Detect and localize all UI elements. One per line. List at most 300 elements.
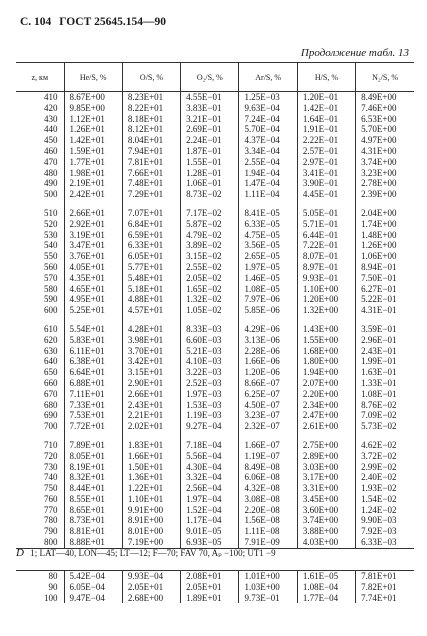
value-cell: 1.11E−08 — [239, 526, 297, 537]
table-row — [16, 582, 414, 593]
value-cell: 1.08E−01 — [356, 389, 414, 400]
value-cell: 1.97E−03 — [181, 389, 239, 400]
value-cell: 8.33E−03 — [181, 324, 239, 335]
value-cell: 1.77E+01 — [64, 157, 122, 168]
table-row — [16, 378, 414, 389]
altitude-cell: 610 — [44, 323, 58, 334]
value-cell: 4.55E−01 — [181, 92, 239, 103]
group-spacer — [16, 316, 414, 324]
value-cell: 1.11E−04 — [239, 189, 297, 200]
value-cell: 9.93E−04 — [122, 571, 180, 582]
page-header — [20, 16, 171, 28]
value-cell: 7.07E+01 — [122, 208, 180, 219]
value-cell: 1.98E+01 — [64, 168, 122, 179]
column-header-he: He/S, % — [64, 63, 122, 92]
altitude-cell: 560 — [44, 261, 58, 272]
value-cell: 6.59E+01 — [122, 230, 180, 241]
value-cell: 6.33E−05 — [239, 219, 297, 230]
altitude-cell: 460 — [44, 145, 58, 156]
value-cell: 9.85E+00 — [64, 103, 122, 114]
value-cell: 7.18E−04 — [181, 440, 239, 451]
value-cell: 9.91E+00 — [122, 505, 180, 516]
value-cell: 1.28E−01 — [181, 168, 239, 179]
value-cell: 3.74E+00 — [297, 515, 355, 526]
value-cell: 6.64E+01 — [64, 367, 122, 378]
value-cell: 1.43E+00 — [297, 324, 355, 335]
value-cell: 4.28E+01 — [122, 324, 180, 335]
value-cell: 5.56E−04 — [181, 451, 239, 462]
value-cell: 2.55E−04 — [239, 157, 297, 168]
table-row — [16, 526, 414, 537]
table-row — [16, 103, 414, 114]
table-row — [16, 356, 414, 367]
value-cell: 6.93E−05 — [181, 537, 239, 548]
value-cell: 4.03E+00 — [297, 537, 355, 548]
altitude-cell: 510 — [44, 207, 58, 218]
altitude-cell: 650 — [44, 367, 58, 378]
value-cell: 5.05E−01 — [297, 208, 355, 219]
value-cell: 2.75E+00 — [297, 440, 355, 451]
altitude-cell: 790 — [44, 526, 58, 537]
value-cell: 2.28E−06 — [239, 346, 297, 357]
value-cell: 3.88E+00 — [297, 526, 355, 537]
value-cell: 2.07E+00 — [297, 378, 355, 389]
value-cell: 7.81E+01 — [356, 571, 414, 582]
value-cell: 1.97E−05 — [239, 262, 297, 273]
value-cell: 1.36E+01 — [122, 472, 180, 483]
value-cell: 5.18E+01 — [122, 284, 180, 295]
value-cell: 7.11E+01 — [64, 389, 122, 400]
table-row — [16, 440, 414, 451]
value-cell: 8.41E−05 — [239, 208, 297, 219]
value-cell: 1.65E−02 — [181, 284, 239, 295]
value-cell: 6.27E−01 — [356, 284, 414, 295]
value-cell: 7.46E+00 — [356, 103, 414, 114]
value-cell: 7.33E+01 — [64, 400, 122, 411]
value-cell: 1.55E−01 — [181, 157, 239, 168]
value-cell: 5.21E−03 — [181, 346, 239, 357]
value-cell: 1.03E+00 — [239, 582, 297, 593]
table-row — [16, 219, 414, 230]
value-cell: 3.03E+00 — [297, 462, 355, 473]
altitude-cell: 440 — [44, 124, 58, 135]
table-row — [16, 157, 414, 168]
value-cell: 1.89E+01 — [181, 593, 239, 604]
value-cell: 5.87E−02 — [181, 219, 239, 230]
value-cell: 8.91E+00 — [122, 515, 180, 526]
column-header-altitude: z, км — [16, 63, 64, 92]
value-cell: 4.65E+01 — [64, 284, 122, 295]
value-cell: 1.54E−02 — [356, 494, 414, 505]
value-cell: 2.47E+00 — [297, 410, 355, 421]
altitude-cell: 620 — [44, 334, 58, 345]
value-cell: 2.40E−02 — [356, 472, 414, 483]
altitude-cell: 540 — [44, 240, 58, 251]
value-cell: 3.34E−04 — [239, 146, 297, 157]
table-row — [16, 284, 414, 295]
table-row — [16, 178, 414, 189]
altitude-cell: 580 — [44, 283, 58, 294]
altitude-cell: 740 — [44, 472, 58, 483]
value-cell: 2.19E+01 — [64, 178, 122, 189]
altitude-cell: 690 — [44, 410, 58, 421]
value-cell: 9.93E−01 — [297, 273, 355, 284]
value-cell: 4.05E+01 — [64, 262, 122, 273]
value-cell: 1.42E−01 — [297, 103, 355, 114]
altitude-cell: 670 — [44, 388, 58, 399]
table-row — [16, 294, 414, 305]
value-cell: 8.81E+01 — [64, 526, 122, 537]
condition-parameters: 1; LAT—40, LON—45; LT—12; F—70; FAV 70, Aₚ −100; UT1 −9 — [30, 548, 276, 558]
altitude-cell: 800 — [16, 537, 64, 548]
value-cell: 5.70E−04 — [239, 124, 297, 135]
value-cell: 8.97E−01 — [297, 262, 355, 273]
value-cell: 7.22E−01 — [297, 240, 355, 251]
value-cell: 4.31E+00 — [356, 146, 414, 157]
value-cell: 7.29E+01 — [122, 189, 180, 200]
altitude-cell: 410 — [44, 92, 58, 102]
table-row — [16, 505, 414, 516]
value-cell: 2.66E+01 — [122, 389, 180, 400]
value-cell: 2.05E−02 — [181, 273, 239, 284]
value-cell: 8.23E+01 — [122, 92, 180, 103]
value-cell: 7.97E−06 — [239, 294, 297, 305]
value-cell: 5.42E−04 — [64, 571, 122, 582]
value-cell: 2.02E+01 — [122, 421, 180, 432]
table-row — [16, 146, 414, 157]
altitude-cell: 730 — [44, 461, 58, 472]
value-cell: 1.52E−04 — [181, 505, 239, 516]
value-cell: 9.63E−04 — [239, 103, 297, 114]
value-cell: 1.66E−07 — [239, 440, 297, 451]
condition-label: D — [16, 547, 24, 559]
value-cell: 6.06E−08 — [239, 472, 297, 483]
value-cell: 1.47E−04 — [239, 178, 297, 189]
value-cell: 1.20E−01 — [297, 92, 355, 103]
value-cell: 3.90E−01 — [297, 178, 355, 189]
altitude-cell: 470 — [44, 156, 58, 167]
altitude-cell: 660 — [44, 377, 58, 388]
value-cell: 5.70E+00 — [356, 124, 414, 135]
value-cell: 3.56E−05 — [239, 240, 297, 251]
value-cell: 1.97E−04 — [181, 494, 239, 505]
value-cell: 3.23E−07 — [239, 410, 297, 421]
table-row — [16, 208, 414, 219]
value-cell: 7.82E+01 — [356, 582, 414, 593]
value-cell: 3.59E−01 — [356, 324, 414, 335]
value-cell: 2.34E+00 — [297, 400, 355, 411]
value-cell: 2.08E+01 — [181, 571, 239, 582]
table-row — [16, 251, 414, 262]
altitude-cell: 570 — [44, 272, 58, 283]
value-cell: 3.17E+00 — [297, 472, 355, 483]
value-cell: 2.90E+01 — [122, 378, 180, 389]
altitude-cell: 450 — [44, 135, 58, 146]
value-cell: 8.49E−08 — [239, 462, 297, 473]
value-cell: 5.77E+01 — [122, 262, 180, 273]
value-cell: 1.26E+01 — [64, 124, 122, 135]
value-cell: 1.20E+00 — [297, 294, 355, 305]
altitude-cell: 710 — [44, 439, 58, 450]
value-cell: 2.22E−01 — [297, 135, 355, 146]
value-cell: 1.91E−01 — [297, 124, 355, 135]
column-header-o: O/S, % — [122, 63, 180, 92]
value-cell: 7.92E−03 — [356, 526, 414, 537]
altitude-cell: 420 — [44, 102, 58, 113]
value-cell: 2.69E−01 — [181, 124, 239, 135]
value-cell: 1.06E+00 — [356, 251, 414, 262]
value-cell: 6.88E+01 — [64, 378, 122, 389]
value-cell: 8.22E+01 — [122, 103, 180, 114]
value-cell: 2.68E+00 — [122, 593, 180, 604]
value-cell: 3.08E−08 — [239, 494, 297, 505]
value-cell: 1.06E−01 — [181, 178, 239, 189]
altitude-cell: 100 — [44, 592, 58, 603]
altitude-cell: 680 — [44, 399, 58, 410]
altitude-cell: 500 — [44, 189, 58, 200]
table-row — [16, 189, 414, 200]
table-row — [16, 421, 414, 432]
value-cell: 2.20E−08 — [239, 505, 297, 516]
value-cell: 4.35E+01 — [64, 273, 122, 284]
altitude-cell: 90 — [48, 581, 58, 592]
value-cell: 2.32E−07 — [239, 421, 297, 432]
value-cell: 4.31E−01 — [356, 305, 414, 316]
value-cell: 2.97E−01 — [297, 157, 355, 168]
value-cell: 1.99E−01 — [356, 356, 414, 367]
value-cell: 5.85E−06 — [239, 305, 297, 316]
value-cell: 1.32E+00 — [297, 305, 355, 316]
altitude-cell: 630 — [44, 345, 58, 356]
table-row — [16, 483, 414, 494]
value-cell: 4.37E−04 — [239, 135, 297, 146]
value-cell: 9.47E−04 — [64, 593, 122, 604]
value-cell: 1.33E−01 — [356, 378, 414, 389]
table-row — [16, 451, 414, 462]
altitude-cell: 550 — [44, 251, 58, 262]
table-row — [16, 346, 414, 357]
value-cell: 2.52E−03 — [181, 378, 239, 389]
value-cell: 1.10E+01 — [122, 494, 180, 505]
column-header-n2: N₂/S, % — [356, 63, 414, 92]
value-cell: 4.50E−07 — [239, 400, 297, 411]
value-cell: 1.19E−03 — [181, 410, 239, 421]
column-header-ar: Ar/S, % — [239, 63, 297, 92]
value-cell: 3.60E+00 — [297, 505, 355, 516]
value-cell: 1.19E−07 — [239, 451, 297, 462]
value-cell: 7.91E−09 — [239, 537, 297, 548]
value-cell: 7.66E+01 — [122, 168, 180, 179]
value-cell: 1.68E+00 — [297, 346, 355, 357]
value-cell: 9.73E−01 — [239, 593, 297, 604]
value-cell: 1.83E+01 — [122, 440, 180, 451]
value-cell: 3.74E+00 — [356, 157, 414, 168]
value-cell: 4.30E−04 — [181, 462, 239, 473]
altitude-cell: 530 — [44, 229, 58, 240]
value-cell: 7.72E+01 — [64, 421, 122, 432]
value-cell: 1.46E−05 — [239, 273, 297, 284]
value-cell: 5.83E+01 — [64, 335, 122, 346]
value-cell: 3.15E+01 — [122, 367, 180, 378]
value-cell: 8.55E+01 — [64, 494, 122, 505]
value-cell: 8.67E+00 — [64, 92, 122, 103]
value-cell: 2.56E−04 — [181, 483, 239, 494]
value-cell: 6.53E+00 — [356, 114, 414, 125]
value-cell: 7.94E+01 — [122, 146, 180, 157]
value-cell: 9.27E−04 — [181, 421, 239, 432]
value-cell: 8.73E+01 — [64, 515, 122, 526]
altitude-cell: 700 — [44, 421, 58, 432]
value-cell: 1.80E+00 — [297, 356, 355, 367]
value-cell: 3.22E−03 — [181, 367, 239, 378]
value-cell: 7.53E+01 — [64, 410, 122, 421]
altitude-cell: 430 — [44, 113, 58, 124]
atmosphere-composition-table — [16, 62, 414, 549]
altitude-cell: 760 — [44, 493, 58, 504]
value-cell: 2.57E−01 — [297, 146, 355, 157]
altitude-cell: 600 — [44, 305, 58, 316]
value-cell: 7.50E−01 — [356, 273, 414, 284]
table-row — [16, 494, 414, 505]
table-row — [16, 92, 414, 103]
value-cell: 6.84E+01 — [122, 219, 180, 230]
value-cell: 6.25E−07 — [239, 389, 297, 400]
value-cell: 2.61E+00 — [297, 421, 355, 432]
value-cell: 4.57E+01 — [122, 305, 180, 316]
value-cell: 2.65E−05 — [239, 251, 297, 262]
value-cell: 8.44E+01 — [64, 483, 122, 494]
value-cell: 3.13E−06 — [239, 335, 297, 346]
value-cell: 2.89E+00 — [297, 451, 355, 462]
value-cell: 1.87E−01 — [181, 146, 239, 157]
value-cell: 2.43E+01 — [122, 400, 180, 411]
value-cell: 1.66E+01 — [122, 451, 180, 462]
table-row — [16, 389, 414, 400]
table-row — [16, 515, 414, 526]
value-cell: 1.08E−05 — [239, 284, 297, 295]
value-cell: 4.62E−02 — [356, 440, 414, 451]
value-cell: 8.05E+01 — [64, 451, 122, 462]
value-cell: 1.59E+01 — [64, 146, 122, 157]
table-body — [16, 92, 414, 549]
value-cell: 6.38E+01 — [64, 356, 122, 367]
value-cell: 2.96E−01 — [356, 335, 414, 346]
column-header-o2: O₂/S, % — [181, 63, 239, 92]
value-cell: 1.17E−04 — [181, 515, 239, 526]
value-cell: 2.99E−02 — [356, 462, 414, 473]
value-cell: 1.24E−02 — [356, 505, 414, 516]
table-row — [16, 168, 414, 179]
value-cell: 1.94E−04 — [239, 168, 297, 179]
value-cell: 3.31E+00 — [297, 483, 355, 494]
value-cell: 2.05E+01 — [181, 582, 239, 593]
value-cell: 3.32E−04 — [181, 472, 239, 483]
value-cell: 2.39E+00 — [356, 189, 414, 200]
value-cell: 2.78E+00 — [356, 178, 414, 189]
value-cell: 8.94E−01 — [356, 262, 414, 273]
value-cell: 6.05E−04 — [64, 582, 122, 593]
value-cell: 6.33E+01 — [122, 240, 180, 251]
table-row — [16, 593, 414, 604]
value-cell: 5.54E+01 — [64, 324, 122, 335]
value-cell: 5.71E−01 — [297, 219, 355, 230]
value-cell: 1.12E+01 — [64, 114, 122, 125]
value-cell: 1.74E+00 — [356, 219, 414, 230]
value-cell: 1.26E+00 — [356, 240, 414, 251]
value-cell: 4.97E+00 — [356, 135, 414, 146]
value-cell: 5.48E+01 — [122, 273, 180, 284]
table-row — [16, 367, 414, 378]
table-row — [16, 262, 414, 273]
value-cell: 5.22E−01 — [356, 294, 414, 305]
altitude-cell: 780 — [44, 515, 58, 526]
value-cell: 8.04E+01 — [122, 135, 180, 146]
value-cell: 3.23E+00 — [356, 168, 414, 179]
value-cell: 2.24E−01 — [181, 135, 239, 146]
group-spacer — [16, 200, 414, 208]
value-cell: 3.45E+00 — [297, 494, 355, 505]
value-cell: 1.05E−02 — [181, 305, 239, 316]
value-cell: 7.81E+01 — [122, 157, 180, 168]
page-number: С. 104 — [20, 16, 52, 28]
value-cell: 8.32E+01 — [64, 472, 122, 483]
value-cell: 8.88E+01 — [64, 537, 122, 548]
value-cell: 1.63E−01 — [356, 367, 414, 378]
value-cell: 2.55E−02 — [181, 262, 239, 273]
value-cell: 6.33E−03 — [356, 537, 414, 548]
value-cell: 3.89E−02 — [181, 240, 239, 251]
value-cell: 7.17E−02 — [181, 208, 239, 219]
value-cell: 8.01E+00 — [122, 526, 180, 537]
value-cell: 1.20E−06 — [239, 367, 297, 378]
table-row — [16, 114, 414, 125]
value-cell: 1.32E−02 — [181, 294, 239, 305]
value-cell: 1.93E−02 — [356, 483, 414, 494]
altitude-cell: 520 — [44, 218, 58, 229]
value-cell: 4.45E−01 — [297, 189, 355, 200]
value-cell: 4.79E−02 — [181, 230, 239, 241]
value-cell: 1.01E+00 — [239, 571, 297, 582]
altitude-cell: 750 — [44, 483, 58, 494]
value-cell: 1.08E−04 — [297, 582, 355, 593]
value-cell: 1.10E+00 — [297, 284, 355, 295]
table-row — [16, 240, 414, 251]
value-cell: 3.15E−02 — [181, 251, 239, 262]
value-cell: 1.94E+00 — [297, 367, 355, 378]
condition-line — [16, 547, 414, 559]
table-row — [16, 410, 414, 421]
column-header-h: H/S, % — [297, 63, 355, 92]
value-cell: 1.61E−05 — [297, 571, 355, 582]
table-body — [16, 571, 414, 604]
value-cell: 6.44E−01 — [297, 230, 355, 241]
value-cell: 6.60E−03 — [181, 335, 239, 346]
altitude-cell: 640 — [44, 356, 58, 367]
table-row — [16, 400, 414, 411]
value-cell: 8.49E+00 — [356, 92, 414, 103]
table-row — [16, 273, 414, 284]
standard-title: ГОСТ 25645.154—90 — [59, 16, 167, 28]
value-cell: 2.43E−01 — [356, 346, 414, 357]
table-row — [16, 230, 414, 241]
value-cell: 2.21E+01 — [122, 410, 180, 421]
value-cell: 2.05E+01 — [122, 582, 180, 593]
table-row — [16, 472, 414, 483]
table-continuation-caption: Продолжение табл. 13 — [300, 47, 409, 59]
value-cell: 1.22E+01 — [122, 483, 180, 494]
value-cell: 2.92E+01 — [64, 219, 122, 230]
value-cell: 3.21E−01 — [181, 114, 239, 125]
